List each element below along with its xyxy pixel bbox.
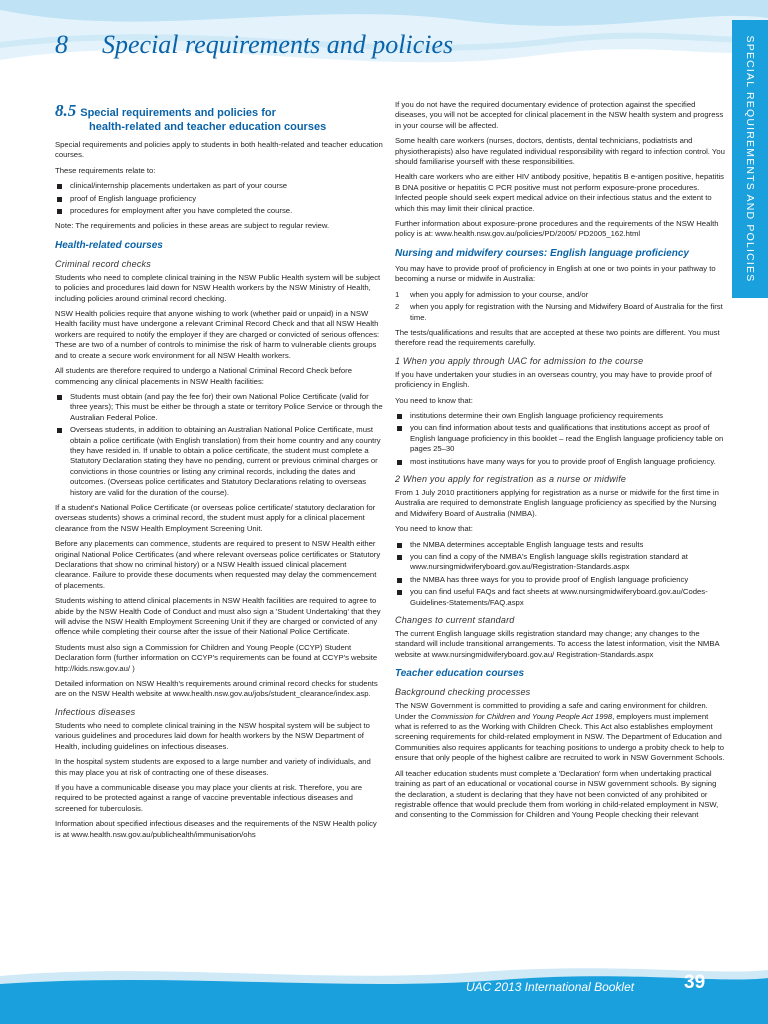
section-title-line1: Special requirements and policies for (80, 107, 276, 119)
paragraph: All teacher education students must complete a 'Declaration' form when undertaking practical training as part of an educational or vocational course in NSW government schools. By signing the declaration, a student is declaring that they have not been convicted of any prohibited or registrable offence that would preclude them from working in child-related employment in NSW, and consenting to the Commission for Children and Young People checking their relevant (395, 768, 719, 820)
paragraph: Information about specified infectious diseases and the requirements of the NSW Health policy is at www.health.nsw.gov.au/publichealth/immunisation/ohs (55, 819, 377, 839)
list-item: clinical/internship placements undertaken as part of your course (55, 181, 383, 191)
criminal-heading: Criminal record checks (55, 258, 151, 269)
paragraph: Students who need to complete clinical training in the NSW Public Health system will be subject to policies and procedures laid down for NSW Health workers by the NSW Ministry of Health, including policies around criminal record checking. (55, 272, 381, 303)
paragraph: In the hospital system students are exposed to a large number and variety of individuals, and this may place you at risk of contracting one of these diseases. (55, 757, 371, 777)
paragraph: NSW Health policies require that anyone wishing to work (whether paid or unpaid) in a NSW Health facility must have undergone a relevant Criminal Record Check and that all NSW Health workers are required to notify the employer if they are charged or convicted of serious offences: These are two of a number of controls to minimise the risk of harm to vulnerable clients groups and to create a secure work environment for all NSW Health workers. (55, 309, 380, 360)
paragraph: Students must also sign a Commission for Children and Young People (CCYP) Student Declaration form (further information on CCYP's requirements can be found at CCYP's website http://kids.nsw.gov.au/ ) (55, 642, 378, 673)
uac-list (395, 411, 725, 467)
paragraph: Health care workers who are either HIV antibody positive, hepatitis B e-antigen positive, hepatitis B DNA positive or hepatitis C PCR positive must not perform exposure-prone procedures. Infected people should seek expert medical advice on their infectious status and the extent to which this may limit their clinical practice. (395, 172, 725, 213)
paragraph: Before any placements can commence, students are required to present to NSW Health either original National Police Certificates (and where relevant overseas police certificates or Statutory Declarations that show no criminal history) or a NSW Health issued clinical placement clearance. Failure to provide these documents when requested may delay the commencement of placements. (55, 539, 381, 590)
section-number: 8.5 (55, 101, 77, 120)
registration-list (395, 540, 725, 608)
changes-heading: Changes to current standard (395, 615, 515, 626)
footer-booklet-title: UAC 2013 International Booklet (466, 980, 635, 994)
paragraph: If you have a communicable disease you may place your clients at risk. Therefore, you are required to be protected against a range of vaccine preventable infectious diseases and screened for tuberculosis. (55, 782, 363, 813)
act-title: Commission for Children and Young People Act 1998 (430, 711, 613, 721)
list-item: you can find useful FAQs and fact sheets at www.nursingmidwiferyboard.gov.au/Codes-Guidelines-Statements/FAQ.aspx (395, 587, 725, 608)
list-number: 1 (395, 289, 400, 299)
side-tab (732, 20, 768, 298)
paragraph: You may have to provide proof of proficiency in English at one or two points in your pathway to becoming a nurse or midwife in Australia: (395, 263, 716, 284)
paragraph: If you do not have the required documentary evidence of protection against the specified diseases, you will not be accepted for clinical placement in the NSW health system and progress in your course will be affected. (395, 100, 724, 130)
list-item: proof of English language proficiency (55, 194, 383, 204)
chapter-number: 8 (55, 30, 68, 59)
paragraph: Further information about exposure-prone procedures and the requirements of the NSW Health policy is at: www.health.nsw.gov.au/policies/PD/2005/ PD2005_162.html (395, 219, 719, 239)
section-title (55, 101, 383, 134)
paragraph: The current English language skills registration standard may change; any changes to the standard will include transitional arrangements. To access the latest information, visit the NMBA website at www.nursingmidwiferyboard.gov.au/ Registration-Standards.aspx (395, 629, 720, 659)
list-item: the NMBA determines acceptable English language tests and results (395, 540, 725, 550)
list-text: when you apply for registration with the Nursing and Midwifery Board of Australia for the first time. (410, 302, 723, 322)
nursing-heading: Nursing and midwifery courses: English language proficiency (395, 247, 689, 259)
paragraph: Students wishing to attend clinical placements in NSW Health facilities are required to agree to abide by the NSW Health Code of Conduct and must also sign a 'Student Undertaking' that they will advise the NSW Health Employment Screening Unit if they are charged or convicted of any offence while completing their course after the issue of their National Police Certificate. (55, 596, 381, 637)
list-item (395, 290, 725, 300)
teacher-heading: Teacher education courses (395, 668, 525, 680)
background-heading: Background checking processes (395, 687, 531, 698)
text-run: The NSW Government is committed to providing a safe and caring environment for children. Under the (395, 701, 708, 721)
uac-heading: 1 When you apply through UAC for admission to the course (395, 355, 644, 366)
list-item: most institutions have many ways for you to provide proof of English language proficiency. (395, 457, 725, 467)
relates-paragraph: These requirements relate to: (55, 165, 156, 175)
paragraph: You need to know that: (395, 524, 473, 534)
bottom-wave-decoration (0, 962, 768, 1024)
registration-heading: 2 When you apply for registration as a nurse or midwife (395, 473, 627, 484)
paragraph: Some health care workers (nurses, doctors, dentists, dental technicians, podiatrists and physiotherapists) also have regulated individual responsibility with regard to infection control. You should familiarise yourself with these responsibilities. (395, 136, 725, 167)
section-title-line2: health-related and teacher education courses (89, 121, 327, 133)
list-item: Overseas students, in addition to obtaining an Australian National Police Certificate, must obtain a police certificate (with English translation) from their home country and any country they have resided in. If unable to obtain a police certificate, the student must complete a Statutory Declaration stating they have no pending, current or previous criminal charges or convictions in those countries or listing any criminal records, including the dates and outcomes. (Overseas police certificates and Statutory Declarations relating to overseas history are valid for the duration of the course). (55, 425, 383, 498)
paragraph: All students are therefore required to undergo a National Criminal Record Check before commencing any clinical placements in NSW Health facilities: (55, 366, 352, 386)
list-item: the NMBA has three ways for you to provide proof of English language proficiency (395, 575, 725, 585)
list-text: when you apply for admission to your course, and/or (410, 289, 589, 299)
list-item: procedures for employment after you have completed the course. (55, 206, 383, 216)
health-heading: Health-related courses (55, 239, 163, 251)
list-item: you can find a copy of the NMBA's English language skills registration standard at www.nursingmidwiferyboard.gov.au/Registration-Standards.aspx (395, 552, 725, 573)
paragraph: Students who need to complete clinical training in the NSW hospital system will be subject to various guidelines and procedures laid down for health workers by the NSW Department of Health, including guidelines on infectious diseases. (55, 720, 370, 751)
note-paragraph: Note: The requirements and policies in these areas are subject to regular review. (55, 221, 330, 231)
list-item: Students must obtain (and pay the fee for) their own National Police Certificate (valid for three years); This must be either be through a state or territory Police Service or through the Australian Federal Police. (55, 392, 383, 423)
paragraph: If a student's National Police Certificate (or overseas police certificate/ statutory declaration for overseas students) shows a criminal record, the student must apply for a clinical placement clearance from the NSW Health Employment Screening Unit. (55, 502, 376, 533)
paragraph: You need to know that: (395, 395, 473, 405)
criminal-list (55, 392, 383, 498)
relates-list (55, 181, 383, 216)
list-item: you can find information about tests and qualifications that institutions accept as proof of English language proficiency in this booklet – read the English language proficiency table on pages 25–30 (395, 423, 725, 454)
intro-paragraph: Special requirements and policies apply to students in both health-related and teacher education courses. (55, 140, 383, 160)
list-number: 2 (395, 302, 400, 312)
chapter-title: Special requirements and policies (102, 30, 454, 59)
paragraph: Detailed information on NSW Health's requirements around criminal record checks for students are on the NSW Health website at www.health.nsw.gov.au/jobs/student_clearance/index.asp. (55, 679, 378, 699)
list-item: institutions determine their own English language proficiency requirements (395, 411, 725, 421)
paragraph: From 1 July 2010 practitioners applying for registration as a nurse or midwife for the first time in Australia are required to demonstrate English language proficiency as specified by the Nursing and Midwifery Board of Australia (NMBA). (395, 487, 719, 518)
paragraph: The tests/qualifications and results that are accepted at these two points are different. You must therefore read the requirements carefully. (395, 327, 720, 348)
list-item (395, 302, 725, 323)
chapter-heading (55, 30, 453, 60)
side-tab-label: SPECIAL REQUIREMENTS AND POLICIES (744, 35, 756, 283)
page-number: 39 (684, 972, 706, 993)
paragraph: If you have undertaken your studies in an overseas country, you may have to provide proof of proficiency in English. (395, 369, 712, 390)
pathway-list (395, 290, 725, 323)
left-column (55, 100, 383, 845)
text-run: , employers must implement what is referred to as the Working with Children Check. This Act also establishes employment screening requirements for child-related employment in NSW. The Department of Education and Communities also requires applicants for teaching positions to undergo a probity check to help to ensure that only people of the highest calibre are recruited to work in NSW Government Schools. (395, 711, 725, 763)
right-column (395, 100, 725, 826)
infectious-heading: Infectious diseases (55, 706, 136, 717)
paragraph (395, 701, 725, 763)
